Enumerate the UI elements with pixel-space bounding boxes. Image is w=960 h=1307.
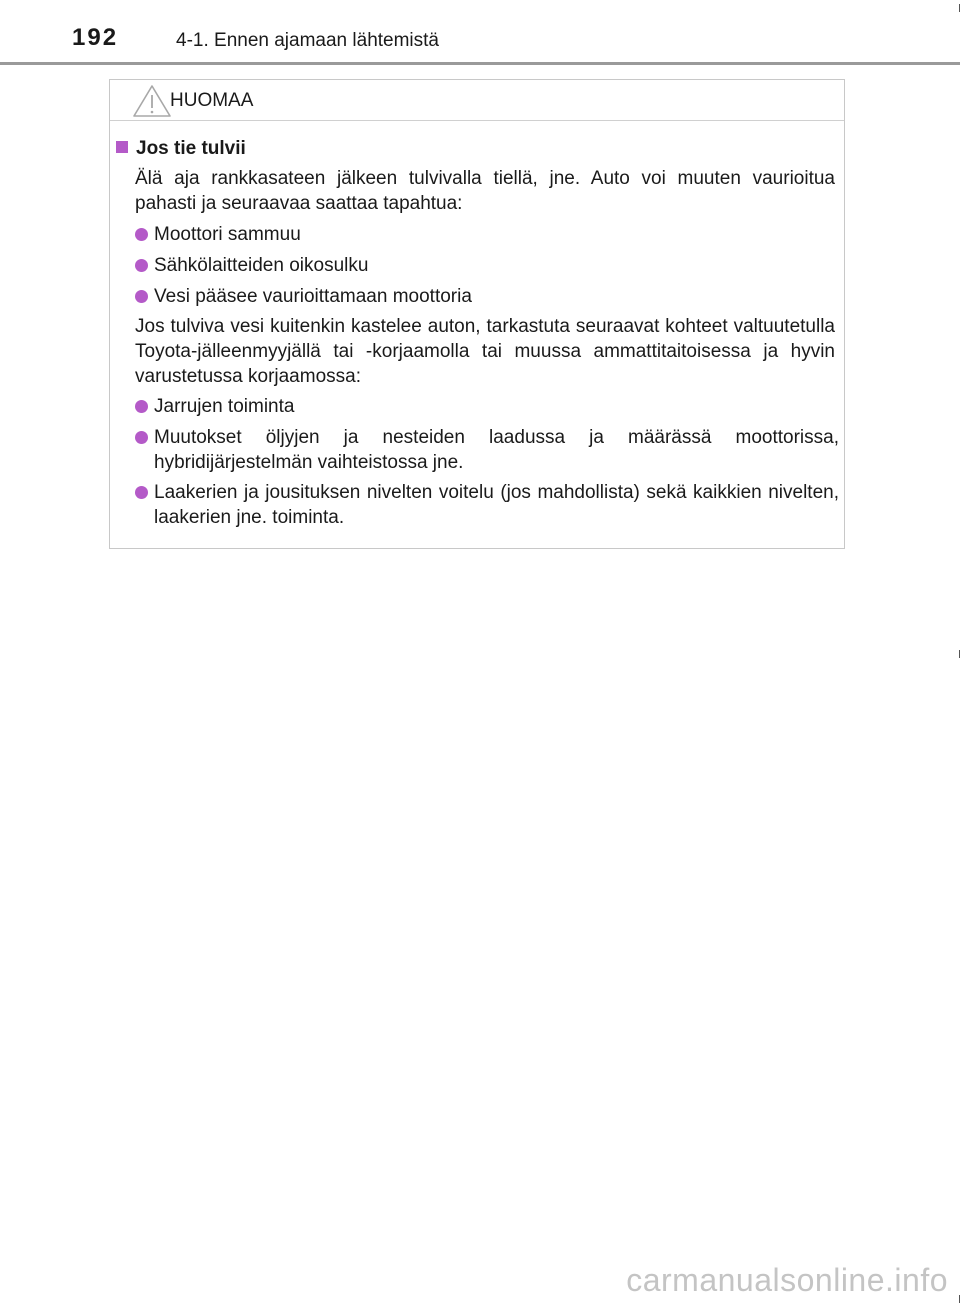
list-item-text: Muutokset öljyjen ja nesteiden laadussa ja määrässä moottorissa, hybridijärjestelmän vaihteistossa jne. [154,427,839,473]
warning-triangle-icon [132,84,172,118]
list-item [135,480,839,530]
list-item [135,284,839,309]
inspection-paragraph: Jos tulviva vesi kuitenkin kastelee auton, tarkastuta seuraavat kohteet valtuutetulla Toyota-jälleenmyyjällä tai -korjaamolla tai muussa ammattitaitoisessa ja hyvin varustetussa korjaamossa: [135,316,835,387]
header-rule [0,62,960,65]
notice-box [109,79,845,549]
page-number: 192 [72,24,119,51]
list-item-text: Jarrujen toiminta [154,396,295,417]
circle-bullet-icon [135,486,148,499]
circle-bullet-icon [135,400,148,413]
intro-paragraph: Älä aja rankkasateen jälkeen tulvivalla tiellä, jne. Auto voi muuten vaurioitua pahasti ja seuraavaa saattaa tapahtua: [135,168,835,214]
circle-bullet-icon [135,431,148,444]
notice-header [110,80,844,121]
list-item [135,222,839,247]
circle-bullet-icon [135,259,148,272]
list-item [135,253,839,278]
notice-label: HUOMAA [170,90,254,111]
circle-bullet-icon [135,228,148,241]
list-item [135,425,839,475]
page-header [0,0,960,66]
list-item-text: Laakerien ja jousituksen nivelten voitelu (jos mahdollista) sekä kaikkien nivelten, laakerien jne. toiminta. [154,482,839,528]
list-item [135,394,839,419]
list-item-text: Vesi pääsee vaurioittamaan moottoria [154,286,472,307]
section-title: 4-1. Ennen ajamaan lähtemistä [176,30,439,51]
sub-heading [116,138,246,160]
watermark: carmanualsonline.info [626,1262,948,1298]
square-bullet-icon [116,141,128,153]
list-item-text: Sähkölaitteiden oikosulku [154,255,369,276]
sub-heading-text: Jos tie tulvii [136,138,246,159]
list-item-text: Moottori sammuu [154,224,301,245]
circle-bullet-icon [135,290,148,303]
